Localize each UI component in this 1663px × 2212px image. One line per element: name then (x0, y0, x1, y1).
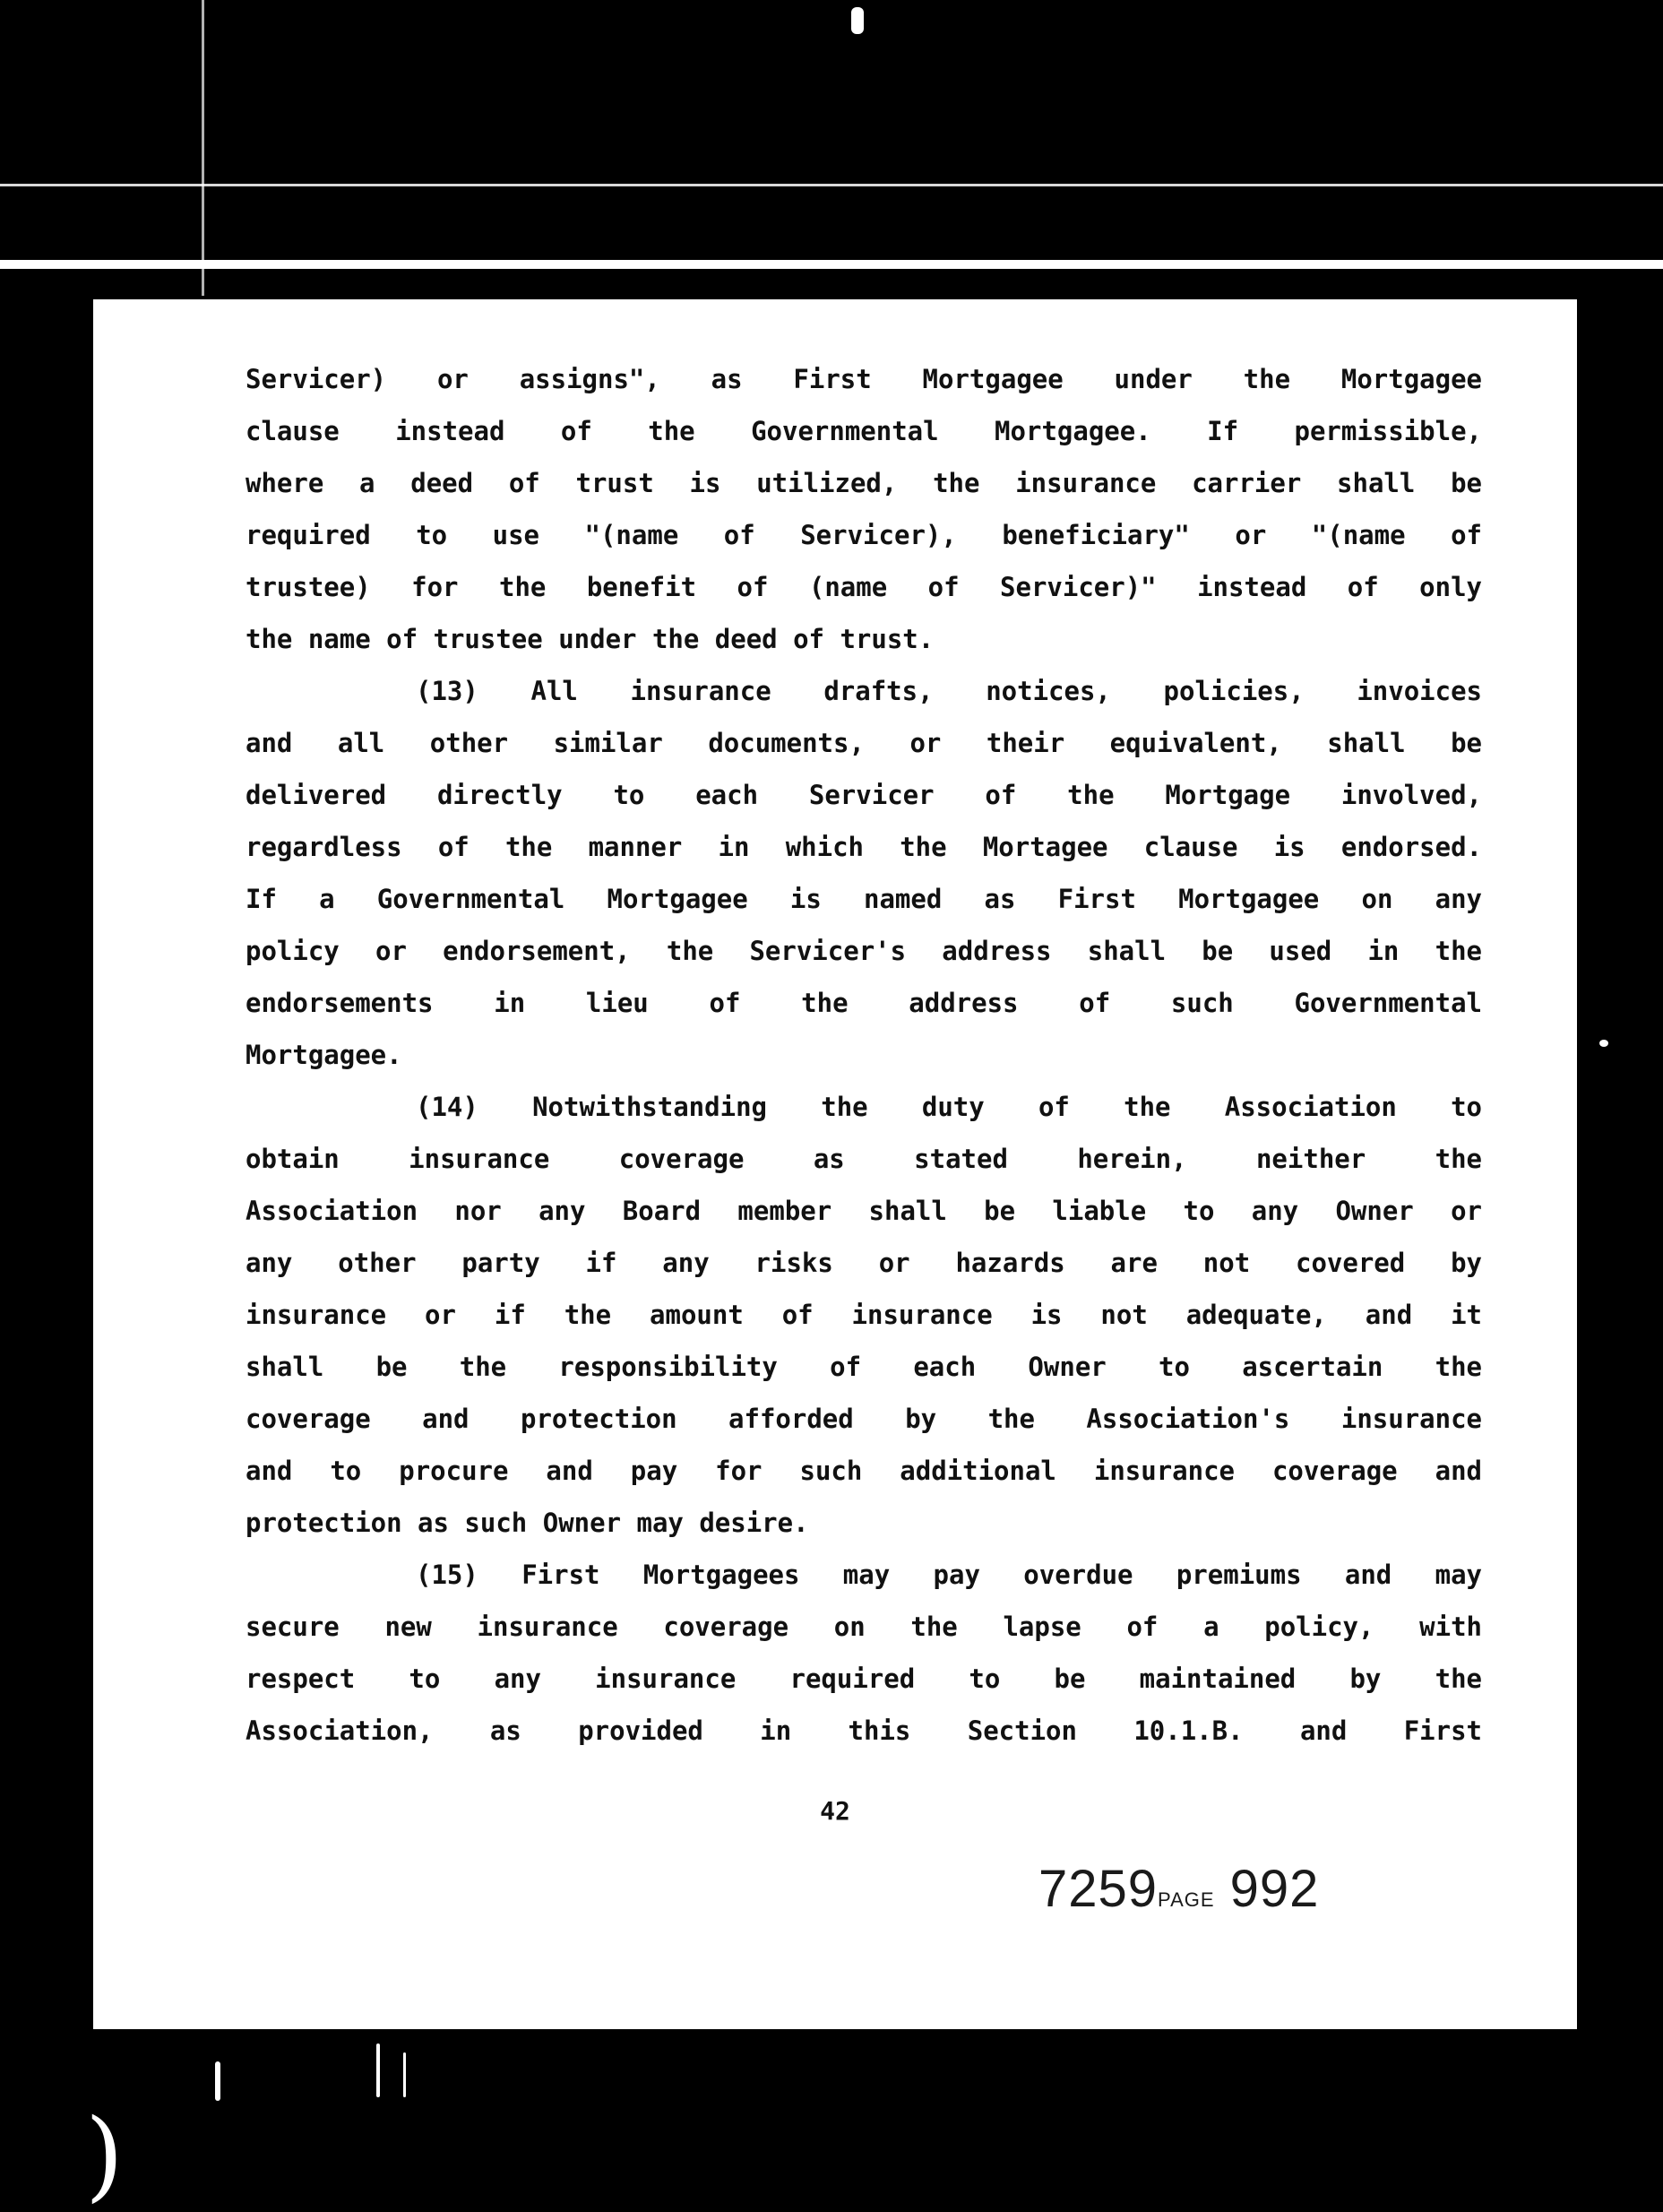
text-line: shall be the responsibility of each Owner to ascertain the (246, 1352, 1482, 1382)
text-line: required to use "(name of Servicer), beneficiary" or "(name of (246, 520, 1482, 550)
paragraph-13-start: (13) All insurance drafts, notices, policies, invoices (416, 676, 1482, 706)
text-line: protection as such Owner may desire. (246, 1508, 809, 1538)
stamp-page-label: PAGE (1158, 1888, 1215, 1911)
text-line: regardless of the manner in which the Mortagee clause is endorsed. (246, 832, 1482, 862)
text-line: respect to any insurance required to be maintained by the (246, 1663, 1482, 1694)
text-line: Association, as provided in this Section 10.1.B. and First (246, 1715, 1482, 1746)
paragraph-15-start: (15) First Mortgagees may pay overdue premiums and may (416, 1560, 1482, 1590)
text-line: If a Governmental Mortgagee is named as First Mortgagee on any (246, 884, 1482, 914)
stamp-book-number: 7259 (1038, 1860, 1159, 1918)
left-vertical-scratch (202, 0, 204, 296)
document-body (246, 353, 1482, 1757)
text-line: Servicer) or assigns", as First Mortgagee under the Mortgagee (246, 364, 1482, 394)
text-line: trustee) for the benefit of (name of Servicer)" instead of only (246, 572, 1482, 602)
text-line: clause instead of the Governmental Mortgagee. If permissible, (246, 416, 1482, 446)
left-margin-scribble-mark: ( (143, 1340, 158, 1381)
bottom-speck (403, 2052, 406, 2097)
text-line: policy or endorsement, the Servicer's address shall be used in the (246, 936, 1482, 966)
upper-border-line (0, 260, 1663, 269)
right-speck (1599, 1040, 1608, 1047)
left-margin-bracket-mark: ( (148, 892, 169, 955)
text-line: and all other similar documents, or their equivalent, shall be (246, 728, 1482, 758)
page-number: 42 (820, 1796, 850, 1826)
paragraph-14-start: (14) Notwithstanding the duty of the Association to (416, 1092, 1482, 1122)
text-line: where a deed of trust is utilized, the insurance carrier shall be (246, 468, 1482, 498)
right-speck (1550, 1367, 1563, 1371)
book-page-stamp (1038, 1859, 1319, 1919)
top-rule-line (0, 184, 1663, 186)
stamp-page-number: 992 (1229, 1860, 1320, 1918)
text-line: secure new insurance coverage on the lapse of a policy, with (246, 1611, 1482, 1642)
bottom-left-curve-mark: ) (85, 2097, 124, 2212)
text-line: any other party if any risks or hazards are not covered by (246, 1248, 1482, 1278)
text-line: insurance or if the amount of insurance is not adequate, and it (246, 1300, 1482, 1330)
text-line: Mortgagee. (246, 1040, 402, 1070)
text-line: coverage and protection afforded by the Association's insurance (246, 1404, 1482, 1434)
top-speck (851, 7, 864, 34)
bottom-speck (215, 2061, 220, 2101)
text-line: endorsements in lieu of the address of such Governmental (246, 988, 1482, 1018)
text-line: Association nor any Board member shall be liable to any Owner or (246, 1196, 1482, 1226)
text-line: the name of trustee under the deed of trust. (246, 624, 935, 654)
text-line: and to procure and pay for such additional insurance coverage and (246, 1456, 1482, 1486)
text-line: delivered directly to each Servicer of the Mortgage involved, (246, 780, 1482, 810)
document-page (93, 299, 1577, 2029)
bottom-speck (376, 2044, 380, 2097)
text-line: obtain insurance coverage as stated herein, neither the (246, 1144, 1482, 1174)
